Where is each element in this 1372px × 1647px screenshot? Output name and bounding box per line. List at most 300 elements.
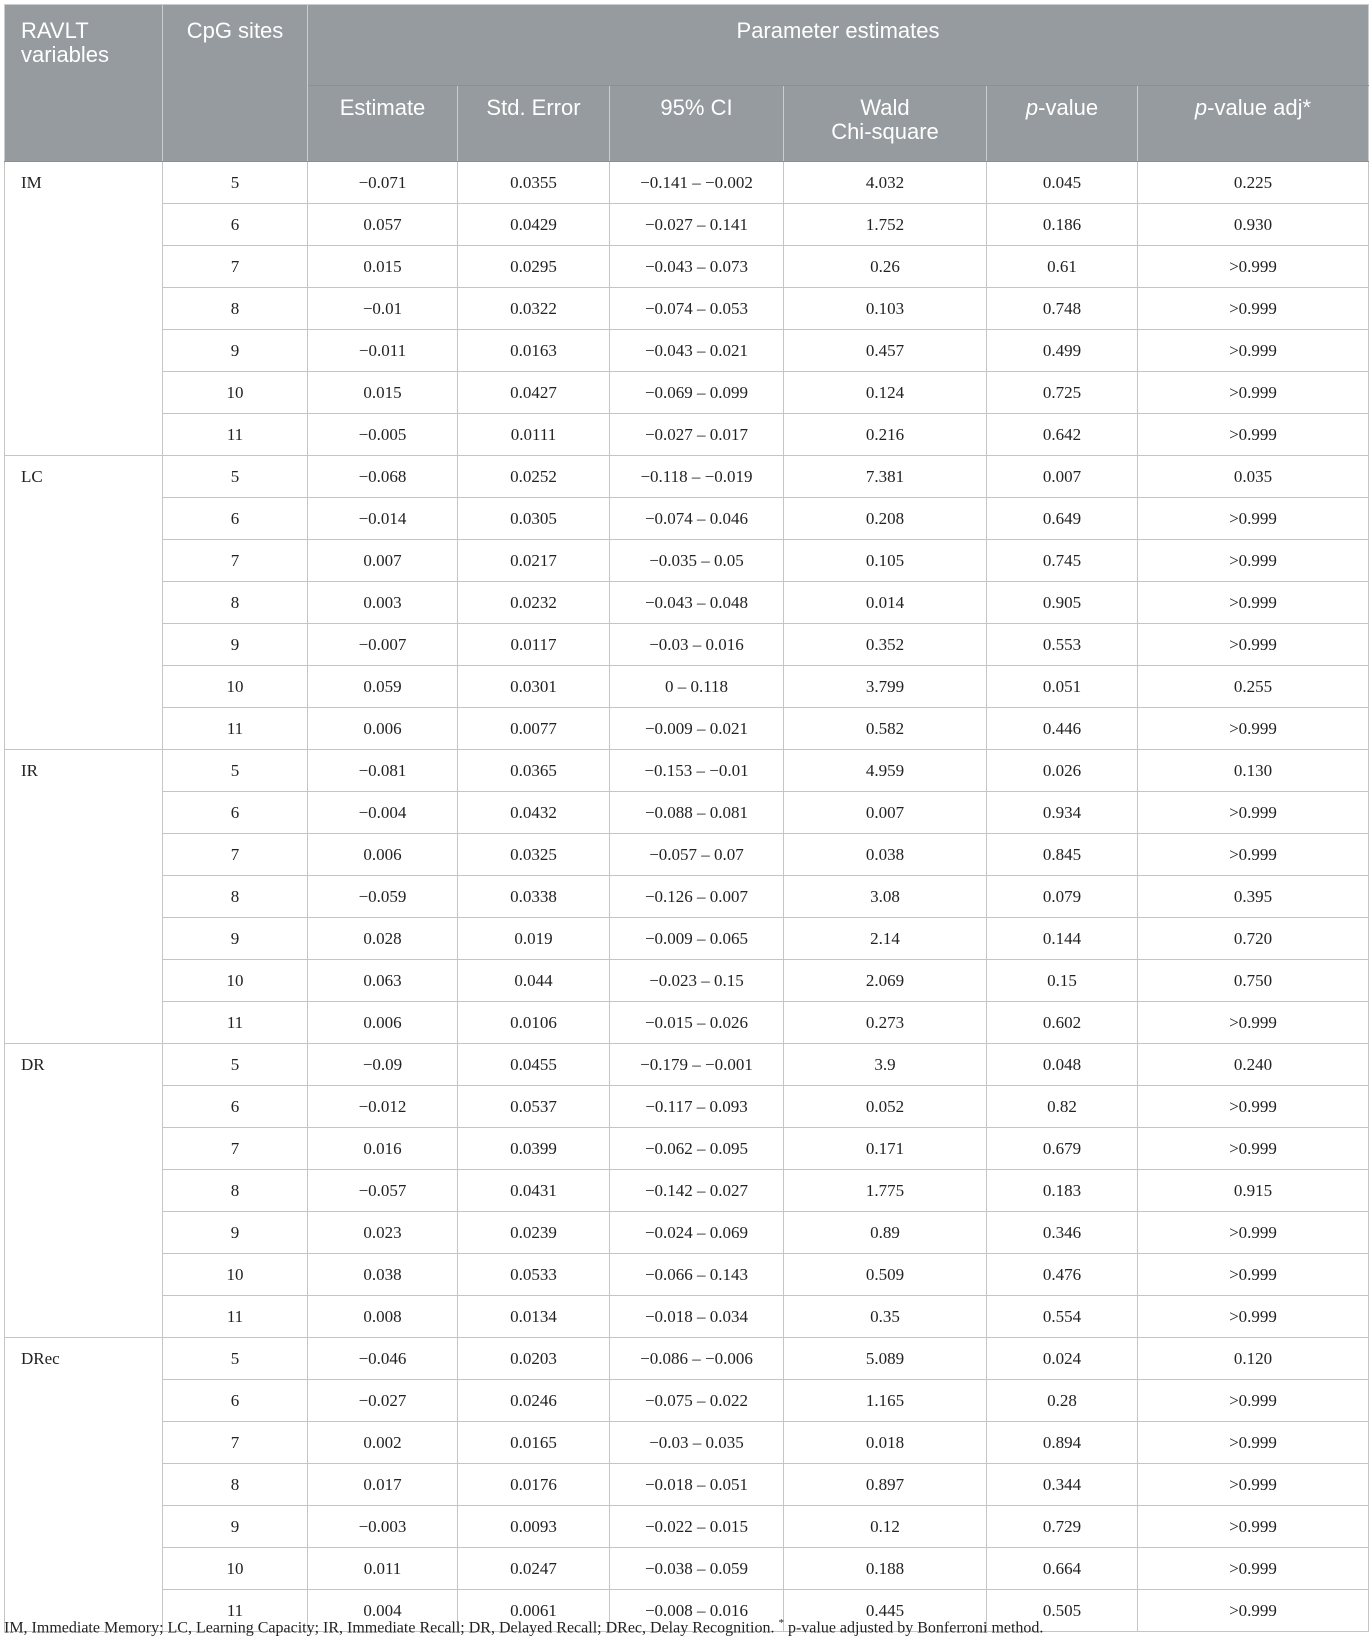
- cell-cpg-site: 6: [163, 204, 308, 246]
- cell-wald: 0.018: [784, 1422, 987, 1464]
- footnote: [4, 1617, 1368, 1637]
- cell-cpg-site: 11: [163, 1002, 308, 1044]
- cell-p-value-adj: >0.999: [1138, 1086, 1369, 1128]
- cell-std-error: 0.0301: [458, 666, 610, 708]
- cell-ci: −0.075 – 0.022: [610, 1380, 784, 1422]
- cell-cpg-site: 7: [163, 540, 308, 582]
- table-row: [5, 1422, 1369, 1464]
- cell-p-value: 0.894: [987, 1422, 1138, 1464]
- cell-p-value: 0.82: [987, 1086, 1138, 1128]
- cell-std-error: 0.044: [458, 960, 610, 1002]
- header-ravlt-variables: RAVLT variables: [5, 5, 163, 162]
- table-row: [5, 834, 1369, 876]
- cell-ci: −0.009 – 0.065: [610, 918, 784, 960]
- cell-p-value: 0.554: [987, 1296, 1138, 1338]
- cell-p-value-adj: >0.999: [1138, 1002, 1369, 1044]
- cell-p-value: 0.15: [987, 960, 1138, 1002]
- cell-ci: −0.088 – 0.081: [610, 792, 784, 834]
- cell-p-value-adj: >0.999: [1138, 1548, 1369, 1590]
- results-table: [4, 4, 1369, 1632]
- cell-ravlt-variable: DRec: [5, 1338, 163, 1632]
- cell-ci: −0.015 – 0.026: [610, 1002, 784, 1044]
- cell-ci: −0.141 – −0.002: [610, 162, 784, 204]
- cell-std-error: 0.0176: [458, 1464, 610, 1506]
- cell-ci: 0 – 0.118: [610, 666, 784, 708]
- cell-p-value-adj: 0.240: [1138, 1044, 1369, 1086]
- cell-p-value-adj: >0.999: [1138, 834, 1369, 876]
- cell-p-value-adj: 0.720: [1138, 918, 1369, 960]
- cell-wald: 2.069: [784, 960, 987, 1002]
- header-p-italic: p: [1025, 95, 1039, 120]
- cell-ci: −0.023 – 0.15: [610, 960, 784, 1002]
- cell-p-value-adj: 0.130: [1138, 750, 1369, 792]
- cell-p-value-adj: >0.999: [1138, 1296, 1369, 1338]
- cell-wald: 0.052: [784, 1086, 987, 1128]
- cell-p-value-adj: >0.999: [1138, 1590, 1369, 1632]
- cell-cpg-site: 7: [163, 1128, 308, 1170]
- cell-estimate: −0.068: [308, 456, 458, 498]
- cell-wald: 0.89: [784, 1212, 987, 1254]
- cell-cpg-site: 10: [163, 372, 308, 414]
- cell-ci: −0.018 – 0.051: [610, 1464, 784, 1506]
- cell-estimate: 0.017: [308, 1464, 458, 1506]
- table-row: [5, 1212, 1369, 1254]
- cell-estimate: 0.063: [308, 960, 458, 1002]
- table-row: [5, 1254, 1369, 1296]
- cell-std-error: 0.0295: [458, 246, 610, 288]
- cell-wald: 1.165: [784, 1380, 987, 1422]
- cell-ci: −0.074 – 0.046: [610, 498, 784, 540]
- cell-p-value: 0.934: [987, 792, 1138, 834]
- cell-wald: 4.959: [784, 750, 987, 792]
- cell-ci: −0.035 – 0.05: [610, 540, 784, 582]
- cell-ci: −0.027 – 0.141: [610, 204, 784, 246]
- table-row: [5, 162, 1369, 204]
- table-row: [5, 624, 1369, 666]
- cell-wald: 0.352: [784, 624, 987, 666]
- cell-cpg-site: 9: [163, 1506, 308, 1548]
- cell-wald: 0.897: [784, 1464, 987, 1506]
- cell-p-value: 0.602: [987, 1002, 1138, 1044]
- cell-estimate: 0.007: [308, 540, 458, 582]
- header-wald-line1: Wald: [860, 95, 910, 120]
- cell-ci: −0.057 – 0.07: [610, 834, 784, 876]
- cell-ci: −0.153 – −0.01: [610, 750, 784, 792]
- cell-wald: 0.105: [784, 540, 987, 582]
- cell-p-value: 0.346: [987, 1212, 1138, 1254]
- table-row: [5, 1002, 1369, 1044]
- cell-p-value: 0.845: [987, 834, 1138, 876]
- cell-std-error: 0.0399: [458, 1128, 610, 1170]
- table-row: [5, 1044, 1369, 1086]
- cell-cpg-site: 9: [163, 330, 308, 372]
- table-row: [5, 1170, 1369, 1212]
- cell-cpg-site: 5: [163, 750, 308, 792]
- table-row: [5, 1296, 1369, 1338]
- cell-wald: 0.582: [784, 708, 987, 750]
- cell-p-value-adj: >0.999: [1138, 1464, 1369, 1506]
- cell-std-error: 0.0061: [458, 1590, 610, 1632]
- cell-cpg-site: 7: [163, 1422, 308, 1464]
- cell-p-value: 0.186: [987, 204, 1138, 246]
- cell-cpg-site: 10: [163, 666, 308, 708]
- cell-wald: 0.273: [784, 1002, 987, 1044]
- header-ci: 95% CI: [610, 86, 784, 162]
- cell-estimate: 0.003: [308, 582, 458, 624]
- cell-wald: 0.208: [784, 498, 987, 540]
- cell-estimate: 0.006: [308, 1002, 458, 1044]
- cell-wald: 5.089: [784, 1338, 987, 1380]
- cell-cpg-site: 6: [163, 1086, 308, 1128]
- cell-estimate: −0.01: [308, 288, 458, 330]
- cell-ravlt-variable: LC: [5, 456, 163, 750]
- cell-p-value: 0.048: [987, 1044, 1138, 1086]
- cell-p-value: 0.905: [987, 582, 1138, 624]
- table-row: [5, 1380, 1369, 1422]
- cell-wald: 0.26: [784, 246, 987, 288]
- table-row: [5, 498, 1369, 540]
- cell-estimate: −0.059: [308, 876, 458, 918]
- cell-estimate: 0.023: [308, 1212, 458, 1254]
- cell-std-error: 0.0247: [458, 1548, 610, 1590]
- footnote-adjusted: p-value adjusted by Bonferroni method.: [783, 1619, 1044, 1637]
- cell-wald: 3.799: [784, 666, 987, 708]
- cell-estimate: −0.046: [308, 1338, 458, 1380]
- cell-estimate: 0.059: [308, 666, 458, 708]
- cell-wald: 0.445: [784, 1590, 987, 1632]
- cell-wald: 0.103: [784, 288, 987, 330]
- table-row: [5, 414, 1369, 456]
- cell-std-error: 0.0365: [458, 750, 610, 792]
- table-row: [5, 456, 1369, 498]
- cell-std-error: 0.0429: [458, 204, 610, 246]
- cell-p-value: 0.183: [987, 1170, 1138, 1212]
- cell-cpg-site: 8: [163, 288, 308, 330]
- table-row: [5, 288, 1369, 330]
- cell-wald: 0.35: [784, 1296, 987, 1338]
- table-row: [5, 204, 1369, 246]
- table-row: [5, 330, 1369, 372]
- header-wald-line2: Chi-square: [831, 119, 939, 144]
- cell-p-value-adj: >0.999: [1138, 1128, 1369, 1170]
- cell-wald: 4.032: [784, 162, 987, 204]
- cell-p-value-adj: 0.930: [1138, 204, 1369, 246]
- table-row: [5, 1464, 1369, 1506]
- cell-ci: −0.086 – −0.006: [610, 1338, 784, 1380]
- header-p-value-adj: [1138, 86, 1369, 162]
- cell-cpg-site: 11: [163, 708, 308, 750]
- cell-estimate: 0.002: [308, 1422, 458, 1464]
- table-row: [5, 1086, 1369, 1128]
- cell-ci: −0.062 – 0.095: [610, 1128, 784, 1170]
- cell-p-value: 0.679: [987, 1128, 1138, 1170]
- cell-wald: 2.14: [784, 918, 987, 960]
- cell-estimate: 0.006: [308, 708, 458, 750]
- cell-std-error: 0.0093: [458, 1506, 610, 1548]
- cell-estimate: −0.012: [308, 1086, 458, 1128]
- cell-p-value: 0.725: [987, 372, 1138, 414]
- cell-p-value: 0.476: [987, 1254, 1138, 1296]
- cell-std-error: 0.0203: [458, 1338, 610, 1380]
- cell-std-error: 0.0246: [458, 1380, 610, 1422]
- cell-estimate: 0.008: [308, 1296, 458, 1338]
- table-row: [5, 918, 1369, 960]
- cell-cpg-site: 5: [163, 1044, 308, 1086]
- cell-cpg-site: 5: [163, 456, 308, 498]
- footnote-star: *: [778, 1617, 784, 1629]
- cell-std-error: 0.0537: [458, 1086, 610, 1128]
- cell-estimate: −0.014: [308, 498, 458, 540]
- cell-p-value: 0.079: [987, 876, 1138, 918]
- cell-std-error: 0.0163: [458, 330, 610, 372]
- cell-std-error: 0.0111: [458, 414, 610, 456]
- cell-p-value-adj: >0.999: [1138, 1212, 1369, 1254]
- cell-ci: −0.074 – 0.053: [610, 288, 784, 330]
- cell-cpg-site: 9: [163, 1212, 308, 1254]
- cell-p-value-adj: >0.999: [1138, 414, 1369, 456]
- cell-p-value: 0.007: [987, 456, 1138, 498]
- cell-cpg-site: 6: [163, 792, 308, 834]
- cell-wald: 0.216: [784, 414, 987, 456]
- cell-p-value-adj: >0.999: [1138, 288, 1369, 330]
- cell-estimate: −0.09: [308, 1044, 458, 1086]
- cell-p-value-adj: 0.225: [1138, 162, 1369, 204]
- cell-p-value: 0.505: [987, 1590, 1138, 1632]
- cell-ci: −0.03 – 0.016: [610, 624, 784, 666]
- table-row: [5, 246, 1369, 288]
- cell-p-value: 0.553: [987, 624, 1138, 666]
- cell-std-error: 0.0217: [458, 540, 610, 582]
- cell-p-value-adj: 0.120: [1138, 1338, 1369, 1380]
- cell-ci: −0.043 – 0.073: [610, 246, 784, 288]
- cell-p-value: 0.61: [987, 246, 1138, 288]
- cell-wald: 0.014: [784, 582, 987, 624]
- cell-estimate: −0.004: [308, 792, 458, 834]
- cell-wald: 0.124: [784, 372, 987, 414]
- cell-estimate: 0.028: [308, 918, 458, 960]
- cell-p-value-adj: >0.999: [1138, 330, 1369, 372]
- cell-estimate: −0.011: [308, 330, 458, 372]
- cell-p-value-adj: 0.915: [1138, 1170, 1369, 1212]
- cell-p-value: 0.499: [987, 330, 1138, 372]
- cell-std-error: 0.0305: [458, 498, 610, 540]
- cell-p-value: 0.344: [987, 1464, 1138, 1506]
- cell-p-value: 0.729: [987, 1506, 1138, 1548]
- cell-wald: 0.457: [784, 330, 987, 372]
- table-row: [5, 876, 1369, 918]
- cell-cpg-site: 10: [163, 960, 308, 1002]
- cell-std-error: 0.0432: [458, 792, 610, 834]
- cell-ci: −0.043 – 0.048: [610, 582, 784, 624]
- cell-wald: 0.171: [784, 1128, 987, 1170]
- cell-p-value-adj: >0.999: [1138, 372, 1369, 414]
- cell-p-value-adj: >0.999: [1138, 540, 1369, 582]
- cell-std-error: 0.0338: [458, 876, 610, 918]
- cell-wald: 1.775: [784, 1170, 987, 1212]
- cell-p-value-adj: >0.999: [1138, 792, 1369, 834]
- table-row: [5, 666, 1369, 708]
- cell-ci: −0.117 – 0.093: [610, 1086, 784, 1128]
- cell-wald: 0.007: [784, 792, 987, 834]
- cell-std-error: 0.0077: [458, 708, 610, 750]
- cell-ravlt-variable: IM: [5, 162, 163, 456]
- cell-std-error: 0.0165: [458, 1422, 610, 1464]
- header-p-value: [987, 86, 1138, 162]
- table-row: [5, 960, 1369, 1002]
- cell-estimate: −0.027: [308, 1380, 458, 1422]
- cell-cpg-site: 8: [163, 1464, 308, 1506]
- cell-cpg-site: 10: [163, 1254, 308, 1296]
- cell-p-value-adj: >0.999: [1138, 1380, 1369, 1422]
- cell-std-error: 0.0252: [458, 456, 610, 498]
- cell-wald: 3.08: [784, 876, 987, 918]
- cell-ci: −0.126 – 0.007: [610, 876, 784, 918]
- header-wald: [784, 86, 987, 162]
- cell-estimate: −0.071: [308, 162, 458, 204]
- cell-p-value: 0.28: [987, 1380, 1138, 1422]
- cell-cpg-site: 9: [163, 918, 308, 960]
- cell-p-value: 0.026: [987, 750, 1138, 792]
- cell-ci: −0.024 – 0.069: [610, 1212, 784, 1254]
- cell-estimate: 0.004: [308, 1590, 458, 1632]
- cell-std-error: 0.0322: [458, 288, 610, 330]
- cell-wald: 0.188: [784, 1548, 987, 1590]
- cell-p-value-adj: 0.395: [1138, 876, 1369, 918]
- cell-ci: −0.038 – 0.059: [610, 1548, 784, 1590]
- table-row: [5, 1506, 1369, 1548]
- cell-ci: −0.069 – 0.099: [610, 372, 784, 414]
- cell-wald: 7.381: [784, 456, 987, 498]
- cell-p-value-adj: >0.999: [1138, 624, 1369, 666]
- table-row: [5, 1548, 1369, 1590]
- header-parameter-estimates: Parameter estimates: [308, 5, 1369, 86]
- cell-ravlt-variable: IR: [5, 750, 163, 1044]
- cell-p-value: 0.446: [987, 708, 1138, 750]
- cell-ci: −0.179 – −0.001: [610, 1044, 784, 1086]
- cell-ci: −0.027 – 0.017: [610, 414, 784, 456]
- cell-cpg-site: 10: [163, 1548, 308, 1590]
- header-estimate: Estimate: [308, 86, 458, 162]
- cell-cpg-site: 11: [163, 414, 308, 456]
- table-header: [5, 5, 1369, 162]
- cell-wald: 0.509: [784, 1254, 987, 1296]
- cell-p-value-adj: 0.750: [1138, 960, 1369, 1002]
- cell-estimate: 0.038: [308, 1254, 458, 1296]
- cell-std-error: 0.0427: [458, 372, 610, 414]
- header-padj-italic: p: [1194, 95, 1208, 120]
- cell-p-value-adj: >0.999: [1138, 582, 1369, 624]
- cell-ci: −0.118 – −0.019: [610, 456, 784, 498]
- cell-std-error: 0.019: [458, 918, 610, 960]
- cell-estimate: 0.011: [308, 1548, 458, 1590]
- cell-p-value: 0.745: [987, 540, 1138, 582]
- cell-estimate: −0.081: [308, 750, 458, 792]
- cell-estimate: −0.007: [308, 624, 458, 666]
- cell-estimate: 0.057: [308, 204, 458, 246]
- cell-p-value-adj: >0.999: [1138, 246, 1369, 288]
- cell-p-value-adj: 0.035: [1138, 456, 1369, 498]
- cell-p-value: 0.642: [987, 414, 1138, 456]
- cell-std-error: 0.0117: [458, 624, 610, 666]
- cell-p-value: 0.024: [987, 1338, 1138, 1380]
- cell-ci: −0.043 – 0.021: [610, 330, 784, 372]
- cell-p-value: 0.649: [987, 498, 1138, 540]
- cell-p-value-adj: >0.999: [1138, 1506, 1369, 1548]
- cell-estimate: −0.005: [308, 414, 458, 456]
- cell-ravlt-variable: DR: [5, 1044, 163, 1338]
- cell-p-value: 0.664: [987, 1548, 1138, 1590]
- cell-std-error: 0.0431: [458, 1170, 610, 1212]
- table-row: [5, 792, 1369, 834]
- cell-cpg-site: 8: [163, 582, 308, 624]
- table-row: [5, 540, 1369, 582]
- cell-std-error: 0.0355: [458, 162, 610, 204]
- cell-std-error: 0.0455: [458, 1044, 610, 1086]
- header-std-error: Std. Error: [458, 86, 610, 162]
- cell-cpg-site: 11: [163, 1296, 308, 1338]
- cell-cpg-site: 6: [163, 1380, 308, 1422]
- header-p-rest: -value: [1038, 95, 1099, 120]
- header-padj-rest: -value adj*: [1207, 95, 1312, 120]
- table-row: [5, 708, 1369, 750]
- cell-ci: −0.022 – 0.015: [610, 1506, 784, 1548]
- cell-ci: −0.066 – 0.143: [610, 1254, 784, 1296]
- cell-ci: −0.03 – 0.035: [610, 1422, 784, 1464]
- cell-wald: 0.038: [784, 834, 987, 876]
- cell-cpg-site: 11: [163, 1590, 308, 1632]
- cell-wald: 0.12: [784, 1506, 987, 1548]
- table-row: [5, 372, 1369, 414]
- footnote-abbreviations: IM, Immediate Memory; LC, Learning Capacity; IR, Immediate Recall; DR, Delayed Recall; DRec, Delay Recognition.: [4, 1619, 779, 1637]
- table-row: [5, 750, 1369, 792]
- cell-p-value-adj: >0.999: [1138, 498, 1369, 540]
- cell-p-value-adj: >0.999: [1138, 708, 1369, 750]
- cell-p-value: 0.144: [987, 918, 1138, 960]
- cell-p-value: 0.051: [987, 666, 1138, 708]
- cell-p-value-adj: 0.255: [1138, 666, 1369, 708]
- cell-std-error: 0.0239: [458, 1212, 610, 1254]
- cell-estimate: 0.006: [308, 834, 458, 876]
- cell-estimate: −0.003: [308, 1506, 458, 1548]
- cell-ci: −0.008 – 0.016: [610, 1590, 784, 1632]
- cell-std-error: 0.0533: [458, 1254, 610, 1296]
- cell-cpg-site: 7: [163, 834, 308, 876]
- cell-cpg-site: 7: [163, 246, 308, 288]
- cell-p-value-adj: >0.999: [1138, 1422, 1369, 1464]
- cell-std-error: 0.0134: [458, 1296, 610, 1338]
- cell-p-value: 0.748: [987, 288, 1138, 330]
- cell-cpg-site: 9: [163, 624, 308, 666]
- cell-cpg-site: 8: [163, 876, 308, 918]
- cell-std-error: 0.0232: [458, 582, 610, 624]
- cell-ci: −0.142 – 0.027: [610, 1170, 784, 1212]
- table-row: [5, 1338, 1369, 1380]
- table-row: [5, 582, 1369, 624]
- cell-p-value: 0.045: [987, 162, 1138, 204]
- cell-std-error: 0.0325: [458, 834, 610, 876]
- cell-estimate: 0.016: [308, 1128, 458, 1170]
- cell-cpg-site: 5: [163, 1338, 308, 1380]
- cell-p-value-adj: >0.999: [1138, 1254, 1369, 1296]
- cell-cpg-site: 6: [163, 498, 308, 540]
- cell-cpg-site: 8: [163, 1170, 308, 1212]
- cell-ci: −0.018 – 0.034: [610, 1296, 784, 1338]
- cell-wald: 3.9: [784, 1044, 987, 1086]
- cell-estimate: −0.057: [308, 1170, 458, 1212]
- cell-estimate: 0.015: [308, 246, 458, 288]
- header-cpg-sites: CpG sites: [163, 5, 308, 162]
- table-body: [5, 162, 1369, 1632]
